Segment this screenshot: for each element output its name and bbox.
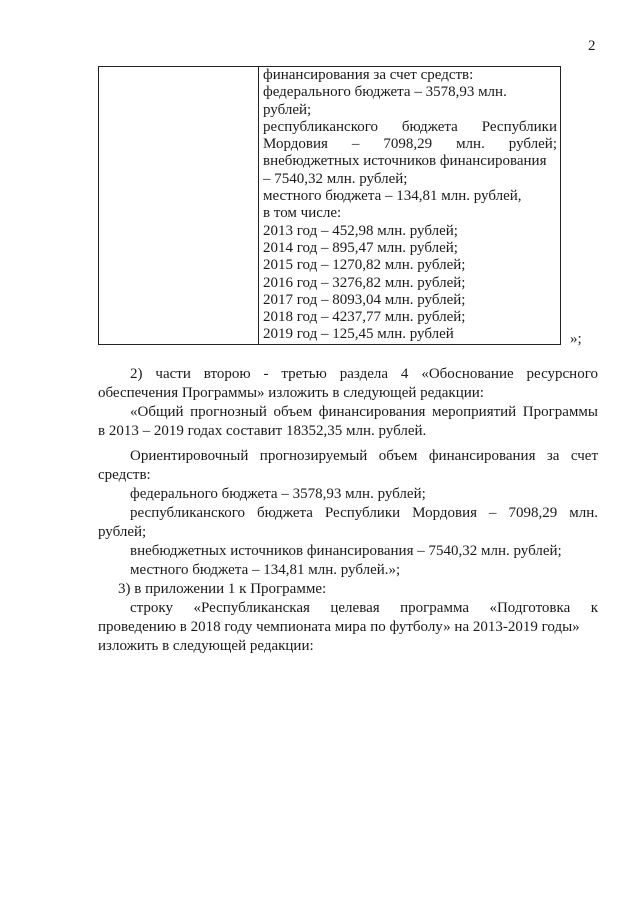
- republic-line1: республиканского бюджета Республики Мордовия – 7098,29 млн.: [130, 505, 598, 521]
- table-left-cell: [99, 67, 259, 345]
- cell-line: в том числе:: [263, 205, 342, 222]
- item3-line: 3) в приложении 1 к Программе:: [118, 581, 327, 597]
- cell-line: 2019 год – 125,45 млн. рублей: [263, 326, 454, 343]
- cell-line: 2016 год – 3276,82 млн. рублей;: [263, 274, 466, 291]
- body-text: [98, 365, 598, 656]
- cell-line: – 7540,32 млн. рублей;: [263, 170, 408, 187]
- cell-line: федерального бюджета – 3578,93 млн.: [263, 84, 507, 101]
- cell-line: местного бюджета – 134,81 млн. рублей,: [263, 188, 522, 205]
- row-line2: проведению в 2018 году чемпионата мира по футболу» на 2013-2019 годы»: [98, 619, 580, 635]
- republic-line2: рублей;: [98, 524, 147, 540]
- row-line1: строку «Республиканская целевая программа «Подготовка к: [130, 600, 598, 616]
- quote-line1: «Общий прогнозный объем финансирования мероприятий Программы: [130, 404, 598, 420]
- cell-line: Мордовия – 7098,29 млн. рублей;: [263, 136, 557, 153]
- closing-quote-mark: »;: [570, 331, 582, 347]
- item2-line1: 2) части второю - третью раздела 4 «Обоснование ресурсного: [130, 366, 598, 382]
- orient-line1: Ориентировочный прогнозируемый объем финансирования за счет: [130, 448, 598, 464]
- cell-line: республиканского бюджета Республики: [263, 118, 557, 135]
- page-number: 2: [588, 38, 596, 54]
- quote-line2: в 2013 – 2019 годах составит 18352,35 млн. рублей.: [98, 423, 427, 439]
- cell-line: 2017 год – 8093,04 млн. рублей;: [263, 291, 466, 308]
- row-line3: изложить в следующей редакции:: [98, 638, 314, 654]
- federal-line: федерального бюджета – 3578,93 млн. рублей;: [130, 486, 426, 502]
- financing-table: [98, 66, 561, 345]
- item2-line2: обеспечения Программы» изложить в следующей редакции:: [98, 385, 484, 401]
- cell-line: финансирования за счет средств:: [263, 67, 474, 83]
- cell-line: 2015 год – 1270,82 млн. рублей;: [263, 257, 466, 274]
- cell-line: 2013 год – 452,98 млн. рублей;: [263, 222, 458, 239]
- local-line: местного бюджета – 134,81 млн. рублей.»;: [130, 562, 401, 578]
- cell-line: внебюджетных источников финансирования: [263, 153, 547, 170]
- orient-line2: средств:: [98, 467, 151, 483]
- table-right-cell: [259, 67, 561, 345]
- extrabudget-line: внебюджетных источников финансирования – 7540,32 млн. рублей;: [130, 543, 562, 559]
- cell-line: 2018 год – 4237,77 млн. рублей;: [263, 309, 466, 326]
- cell-line: рублей;: [263, 101, 312, 118]
- cell-line: 2014 год – 895,47 млн. рублей;: [263, 239, 458, 256]
